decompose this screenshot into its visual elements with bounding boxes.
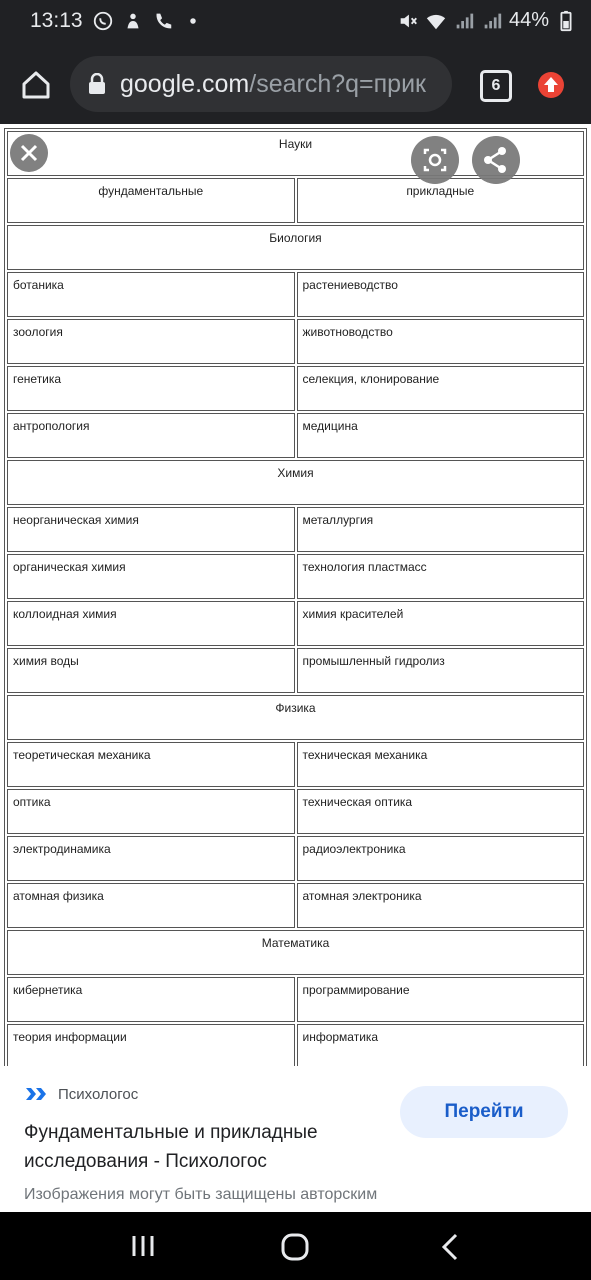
column-header-row bbox=[7, 178, 584, 223]
signal-icon-2 bbox=[481, 10, 503, 32]
section-header-row bbox=[7, 225, 584, 270]
system-nav-bar bbox=[0, 1212, 591, 1280]
system-icons bbox=[397, 9, 577, 32]
home-nav-icon[interactable] bbox=[280, 1232, 310, 1262]
fundamental-cell: атомная физика bbox=[7, 883, 295, 928]
source-name: Психологос bbox=[58, 1085, 139, 1103]
applied-cell: промышленный гидролиз bbox=[297, 648, 585, 693]
table-title: Науки bbox=[7, 131, 584, 176]
status-time: 13:13 bbox=[30, 9, 83, 32]
applied-cell: атомная электроника bbox=[297, 883, 585, 928]
table-row bbox=[7, 507, 584, 552]
applied-cell: технология пластмасс bbox=[297, 554, 585, 599]
applied-cell: техническая оптика bbox=[297, 789, 585, 834]
image-viewer bbox=[0, 124, 591, 1066]
section-header-row bbox=[7, 695, 584, 740]
fundamental-cell: органическая химия bbox=[7, 554, 295, 599]
status-bar bbox=[0, 0, 591, 44]
table-row bbox=[7, 977, 584, 1022]
table-row bbox=[7, 648, 584, 693]
lens-icon[interactable] bbox=[411, 136, 459, 184]
table-row bbox=[7, 413, 584, 458]
url-path: /search?q=прик bbox=[249, 70, 426, 98]
applied-cell: техническая механика bbox=[297, 742, 585, 787]
section-header-row bbox=[7, 460, 584, 505]
applied-cell: животноводство bbox=[297, 319, 585, 364]
table-row bbox=[7, 554, 584, 599]
fundamental-cell: оптика bbox=[7, 789, 295, 834]
signal-icon bbox=[453, 10, 475, 32]
battery-icon bbox=[555, 10, 577, 32]
share-icon[interactable] bbox=[472, 136, 520, 184]
applied-cell: радиоэлектроника bbox=[297, 836, 585, 881]
column-header: прикладные bbox=[297, 178, 585, 223]
fundamental-cell: химия воды bbox=[7, 648, 295, 693]
applied-cell: селекция, клонирование bbox=[297, 366, 585, 411]
result-card bbox=[0, 1066, 591, 1212]
back-icon[interactable] bbox=[436, 1232, 464, 1262]
applied-cell: химия красителей bbox=[297, 601, 585, 646]
table-row bbox=[7, 789, 584, 834]
section-header: Химия bbox=[7, 460, 584, 505]
source-row[interactable] bbox=[24, 1084, 138, 1104]
fundamental-cell: коллоидная химия bbox=[7, 601, 295, 646]
section-header: Физика bbox=[7, 695, 584, 740]
fundamental-cell: теория информации bbox=[7, 1024, 295, 1069]
column-header: фундаментальные bbox=[7, 178, 295, 223]
browser-toolbar bbox=[0, 44, 591, 124]
visit-button[interactable]: Перейти bbox=[400, 1086, 568, 1138]
fundamental-cell: электродинамика bbox=[7, 836, 295, 881]
result-title[interactable]: Фундаментальные и прикладные исследования - Психологос bbox=[24, 1122, 318, 1172]
applied-cell: информатика bbox=[297, 1024, 585, 1069]
lock-icon bbox=[88, 73, 106, 95]
wifi-icon bbox=[425, 10, 447, 32]
phone-icon bbox=[152, 10, 174, 32]
fundamental-cell: кибернетика bbox=[7, 977, 295, 1022]
update-icon[interactable] bbox=[536, 70, 566, 100]
section-header: Математика bbox=[7, 930, 584, 975]
applied-cell: программирование bbox=[297, 977, 585, 1022]
fundamental-cell: зоология bbox=[7, 319, 295, 364]
recents-icon[interactable] bbox=[128, 1232, 158, 1260]
table-row bbox=[7, 883, 584, 928]
section-header-row bbox=[7, 930, 584, 975]
fundamental-cell: ботаника bbox=[7, 272, 295, 317]
fundamental-cell: неорганическая химия bbox=[7, 507, 295, 552]
table-row bbox=[7, 272, 584, 317]
address-bar[interactable] bbox=[70, 56, 452, 112]
table-row bbox=[7, 319, 584, 364]
notification-icons bbox=[92, 10, 204, 32]
messenger-icon bbox=[122, 10, 144, 32]
applied-cell: растениеводство bbox=[297, 272, 585, 317]
psychologos-logo-icon bbox=[24, 1084, 48, 1104]
table-row bbox=[7, 742, 584, 787]
applied-cell: металлургия bbox=[297, 507, 585, 552]
url-domain: google.com bbox=[120, 70, 250, 98]
table-row bbox=[7, 836, 584, 881]
battery-percent: 44% bbox=[508, 9, 549, 31]
whatsapp-icon bbox=[92, 10, 114, 32]
fundamental-cell: генетика bbox=[7, 366, 295, 411]
fundamental-cell: теоретическая механика bbox=[7, 742, 295, 787]
table-row bbox=[7, 601, 584, 646]
copyright-note: Изображения могут быть защищены авторским bbox=[24, 1186, 378, 1203]
url-text bbox=[120, 70, 426, 99]
tab-switcher-button[interactable]: 6 bbox=[480, 70, 512, 102]
dot-icon bbox=[182, 10, 204, 32]
mute-icon bbox=[397, 10, 419, 32]
applied-cell: медицина bbox=[297, 413, 585, 458]
home-icon[interactable] bbox=[16, 64, 56, 104]
table-row bbox=[7, 366, 584, 411]
fundamental-cell: антропология bbox=[7, 413, 295, 458]
science-table bbox=[4, 128, 587, 1119]
section-header: Биология bbox=[7, 225, 584, 270]
close-icon[interactable] bbox=[10, 134, 48, 172]
table-row bbox=[7, 1024, 584, 1069]
